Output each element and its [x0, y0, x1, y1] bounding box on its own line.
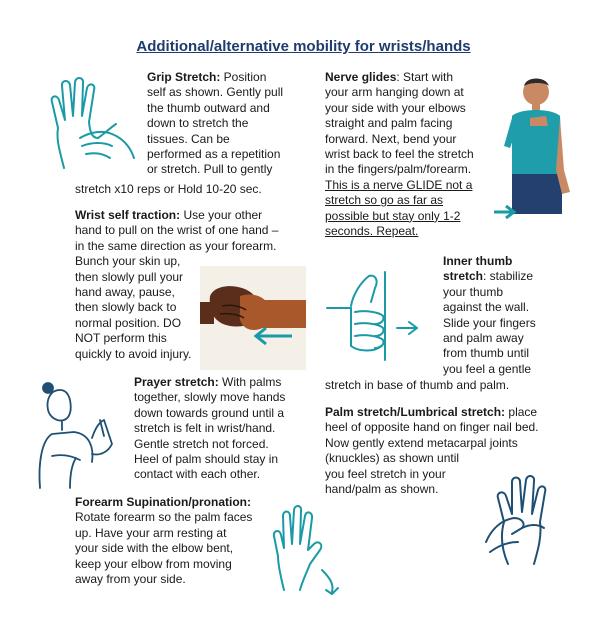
prayer-stretch-text: Prayer stretch: With palms together, slowly move hands down towards ground until a stretch is felt in wrist/hand. Gentle stretch not forced. Heel of palm should stay in contact with each other.	[134, 375, 286, 482]
nerve-glides-text: Nerve glides: Start with your arm hanging down at your side with your elbows straight and palm facing forward. Next, bend your wrist back to feel the stretch in the fingers/palm/forearm. This is a nerve GLIDE not a stretch so go as far as possible but stay only 1-2 seconds. Repeat.	[325, 70, 474, 239]
palm-stretch-illustration	[478, 462, 568, 567]
inner-thumb-illustration	[325, 268, 435, 363]
wrist-traction-heading: Wrist self traction:	[75, 208, 181, 222]
forearm-supination-illustration	[268, 502, 348, 598]
forearm-heading: Forearm Supination/pronation:	[75, 495, 251, 509]
prayer-stretch-heading: Prayer stretch:	[134, 375, 219, 389]
page-title: Additional/alternative mobility for wrists/hands	[136, 38, 471, 55]
grip-stretch-last-line: stretch x10 reps or Hold 10-20 sec.	[75, 182, 262, 196]
wrist-traction-illustration	[200, 266, 306, 370]
inner-thumb-heading: Inner thumb	[443, 254, 513, 268]
prayer-stretch-illustration	[34, 378, 124, 490]
palm-stretch-text: Palm stretch/Lumbrical stretch: place heel of opposite hand on finger nail bed. Now gently extend metacarpal joints (knuckles) as shown until you feel stretch in your hand/palm as shown.	[325, 405, 539, 497]
inner-thumb-text: Inner thumb stretch: stabilize your thumb against the wall. Slide your fingers and palm away from thumb until you feel a gentle	[443, 254, 536, 376]
nerve-glides-heading: Nerve glides	[325, 70, 397, 84]
palm-stretch-heading: Palm stretch/Lumbrical stretch:	[325, 405, 506, 419]
nerve-glides-illustration	[490, 74, 578, 224]
wrist-traction-text: Wrist self traction: Use your other hand to pull on the wrist of one hand – in the same direction as your forearm. Bunch your skin up, then slowly pull your hand away, pause, then slowly back to normal position. DO NOT perform this quickly to avoid injury.	[75, 208, 279, 361]
forearm-text: Forearm Supination/pronation: Rotate forearm so the palm faces up. Have your arm resting at your side with the elbow bent, keep your elbow from moving away from your side.	[75, 495, 253, 587]
inner-thumb-last-line: stretch in base of thumb and palm.	[325, 378, 510, 392]
grip-stretch-heading: Grip Stretch:	[147, 70, 221, 84]
grip-stretch-text: Grip Stretch: Position self as shown. Gently pull the thumb outward and down to stretch the tissues. Can be performed as a repetition or stretch. Pull to gently	[147, 70, 284, 177]
grip-stretch-illustration	[42, 72, 137, 172]
